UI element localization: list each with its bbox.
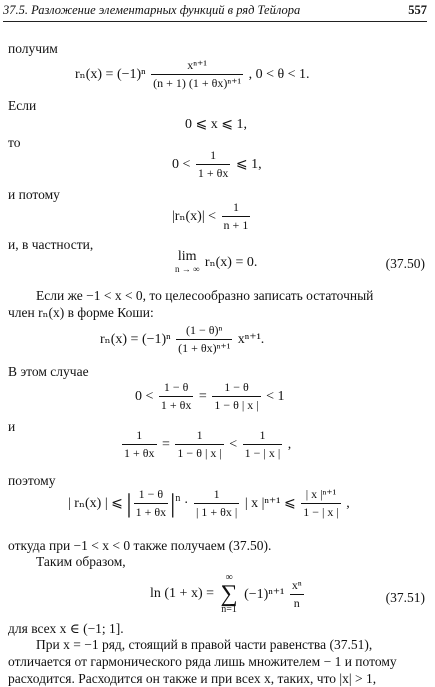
equation-cauchy-estimate: | rₙ(x) | ⩽ | $\frac{1 - \theta}{1 + \theta x}$ $|^n$ · $\frac{1}{| 1 + \theta x |}$ | x |ⁿ⁺¹ ⩽ $\frac{\text{| x |ⁿ⁺¹}}{1 - | x |}$ ,: [68, 487, 350, 519]
equation-number-37-51: (37.51): [385, 590, 425, 605]
page-number: 557: [408, 3, 427, 17]
equation-remainder-cauchy: rₙ(x) = (−1)ⁿ $\frac{\text{(1 − θ)ⁿ}}{\text{(1 + θx)ⁿ⁺¹}}$ xⁿ⁺¹.: [100, 323, 265, 355]
equation-remainder-lagrange: rₙ(x) = (−1)ⁿ $\frac{\text{xⁿ⁺¹}}{\text{(n + 1) (1 + θx)ⁿ⁺¹}}$ , 0 < θ < 1.: [75, 58, 310, 90]
summation-sign: ∞ ∑ n=1: [220, 572, 238, 615]
equation-limit: lim n → ∞ rₙ(x) = 0.: [175, 249, 258, 274]
text-esli: Если: [8, 98, 37, 113]
text-dlya-vseh: для всех x ∈ (−1; 1].: [8, 621, 124, 636]
running-header: [3, 3, 427, 21]
text-i-potomu: и потому: [8, 187, 60, 202]
text-to: то: [8, 135, 21, 150]
equation-number-37-50: (37.50): [385, 256, 425, 271]
header-title: 37.5. Разложение элементарных функций в ряд Тейлора: [3, 3, 301, 17]
header-rule: [3, 21, 427, 22]
equation-remainder-bound: |rₙ(x)| < $\frac{1}{n + 1}$: [172, 200, 249, 232]
text-v-etom-sluchae: В этом случае: [8, 364, 89, 379]
equation-fraction-bound: 0 < $\frac{1}{1 + \theta x}$ ⩽ 1,: [172, 148, 262, 180]
paragraph-divergence: При x = −1 ряд, стоящий в правой части равенства (37.51), отличается от гармонического ряда лишь множителем − 1 и потому расходится. Расходится он также и при всех x, таких, что |x| > 1,: [8, 637, 397, 686]
text-v-chastnosti: и, в частности,: [8, 237, 94, 252]
text-poetomu: поэтому: [8, 473, 56, 488]
equation-ln-series: ln (1 + x) = ∞ ∑ n=1 (−1)ⁿ⁺¹ $\frac{\text{xⁿ}}{n}$: [150, 572, 302, 615]
text-poluchim: получим: [8, 41, 58, 56]
equation-theta-bound: 0 < $\frac{1 - \theta}{1 + \theta x}$ = $\frac{1 - \theta}{1 - \theta | x |}$ < 1: [135, 380, 285, 412]
paragraph-cauchy: Если же −1 < x < 0, то целесообразно записать остаточный член rₙ(x) в форме Коши:: [8, 288, 374, 320]
text-takim-obrazom: Таким образом,: [36, 554, 126, 569]
text-otkuda: откуда при −1 < x < 0 также получаем (37.50).: [8, 538, 272, 553]
text-i: и: [8, 419, 16, 434]
equation-x-range: 0 ⩽ x ⩽ 1,: [185, 117, 247, 132]
equation-denominator-bound: $\frac{1}{1 + \theta x}$ = $\frac{1}{1 - \theta | x |}$ < $\frac{1}{1 - | x |}$ ,: [124, 428, 292, 460]
